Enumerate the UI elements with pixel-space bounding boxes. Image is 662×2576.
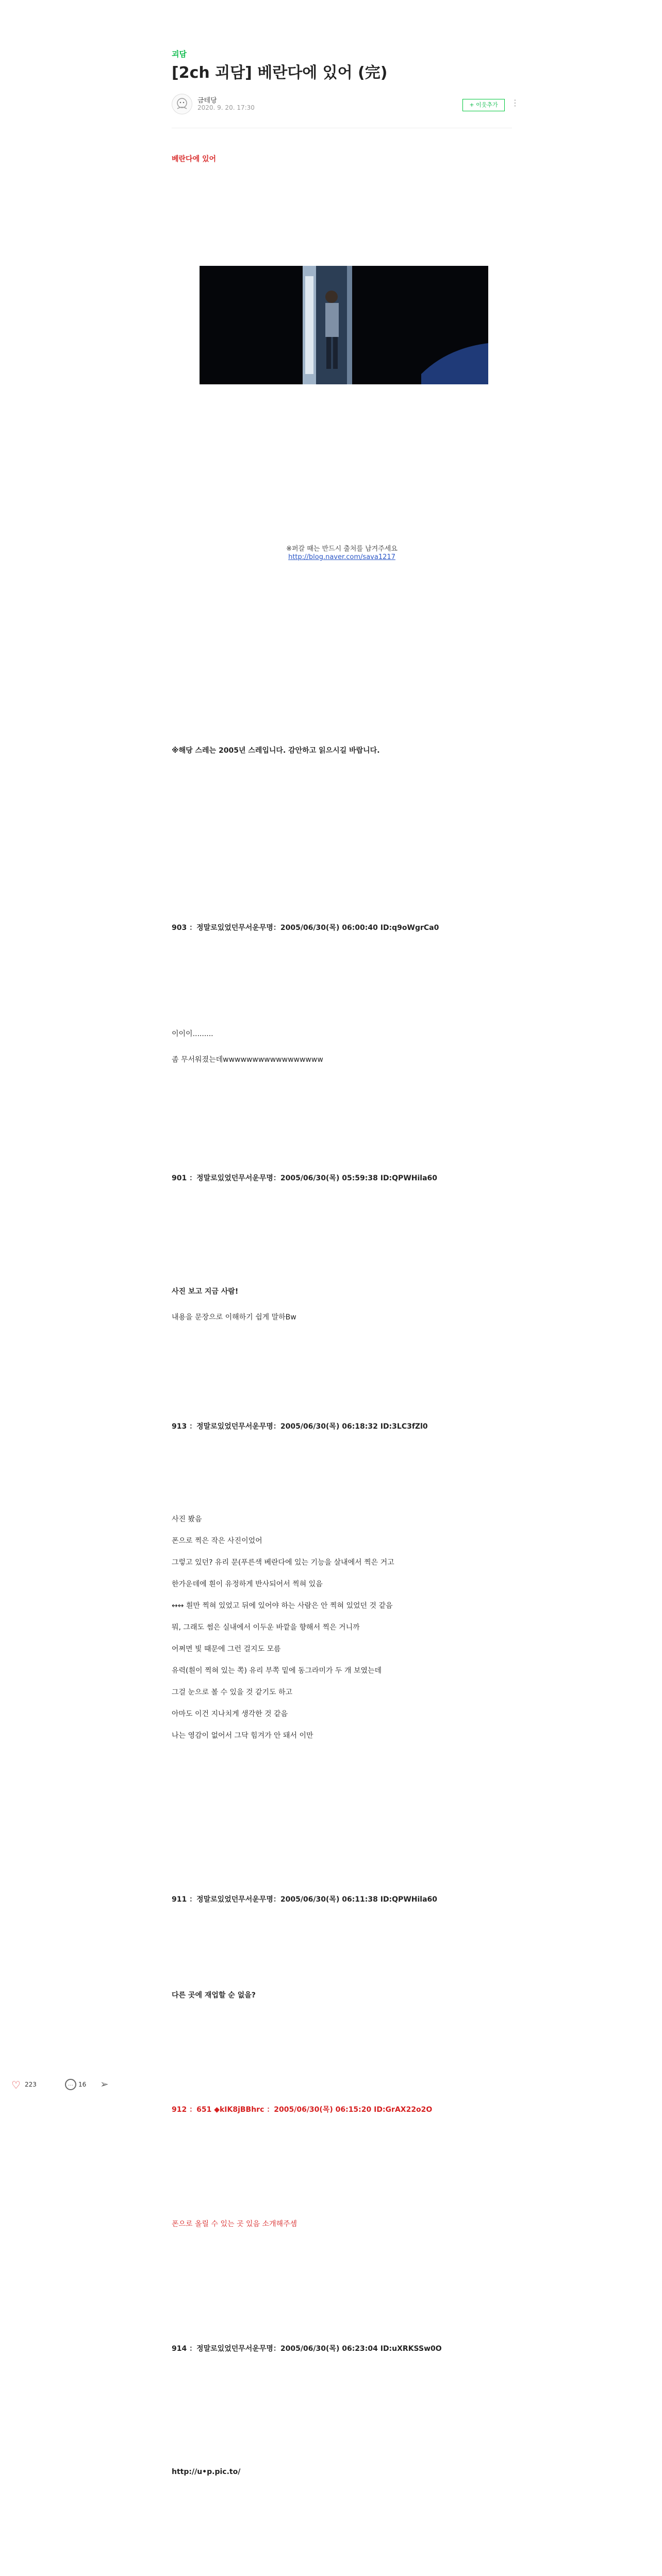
post-line: 폰으로 올릴 수 있는 곳 있음 소개해주셈 [172,2220,297,2228]
post-line: 폰으로 찍은 작은 사진이었어 [172,1537,262,1545]
balcony-photo [200,266,488,384]
like-count: 223 [25,2081,37,2088]
caption-link-wrap [172,553,512,561]
post-line: 어쩌면 빛 때문에 그런 걸지도 모름 [172,1645,281,1653]
avatar[interactable] [172,94,192,114]
post-line: 유력(흰이 찍혀 있는 쪽) 유리 부쪽 밑에 동그라미가 두 개 보였는데 [172,1667,382,1675]
post-header: 901 ：정말로있었던무서운무명：2005/06/30(목) 05:59:38 ID:QPWHila60 [172,1174,438,1182]
post-header: 911 ：정말로있었던무서운무명：2005/06/30(목) 06:11:38 ID:QPWHila60 [172,1895,438,1904]
author-row [172,93,519,115]
post-line: 그걸 눈으로 볼 수 있을 것 같기도 하고 [172,1688,293,1697]
share-icon[interactable]: ➢ [100,2078,109,2090]
post-line: 나는 영감이 없어서 그닥 힘겨가 안 돼서 이만 [172,1732,313,1740]
intro-title: 베란다에 있어 [172,155,217,163]
post-header: 912 ：651 ◆kIK8jBBhrc ：2005/06/30(목) 06:15:20 ID:GrAX22o2O [172,2106,433,2114]
caption-note: ※퍼갈 때는 반드시 출처를 남겨주세요 [286,545,398,553]
post-line: 좀 무서워졌는데wwwwwwwwwwwwwwwww [172,1056,323,1064]
follow-button[interactable]: + 이웃추가 [462,99,505,111]
post-line: 사진 봤음 [172,1515,202,1523]
more-vertical-icon[interactable]: ⋮ [511,98,519,108]
post-line: 이이이......... [172,1030,213,1038]
reaction-bar [11,2079,145,2091]
post-line: http://u•p.pic.to/ [172,2468,241,2476]
notice-text: ※해당 스레는 2005년 스레입니다. 감안하고 읽으시길 바랍니다. [172,747,380,755]
post-line: 아마도 이건 지나치게 생각한 것 같음 [172,1710,288,1718]
avatar-ghost-icon [172,94,192,114]
author-name[interactable]: 금테당 [197,97,217,105]
story-photo [200,266,488,384]
post-line: 뭐, 그래도 썸은 실내에서 이두운 바깥을 향해서 찍은 거니까 [172,1623,360,1632]
comment-count: 16 [78,2081,87,2088]
comment-icon[interactable]: … [65,2079,76,2090]
post-line: 그렇고 있던? 유리 문(푸른색 베란다에 있는 기능을 살내에서 찍은 거고 [172,1558,394,1567]
heart-icon[interactable]: ♡ [11,2079,21,2091]
post-header: 913 ：정말로있었던무서운무명：2005/06/30(목) 06:18:32 ID:3LC3fZl0 [172,1422,428,1431]
post-line: 내용을 문장으로 이해하기 쉽게 말하Bw [172,1313,296,1321]
post-header: 903 ：정말로있었던무서운무명：2005/06/30(목) 06:00:40 ID:q9oWgrCa0 [172,924,439,932]
post-line: ↔↔ 흰만 찍혀 있었고 뒤에 있어야 하는 사람은 안 찍혀 있었던 것 같음 [172,1602,393,1610]
category-label[interactable]: 괴담 [172,49,187,59]
post-title: [2ch 괴담] 베란다에 있어 (完) [172,64,388,82]
blog-link[interactable]: http://blog.naver.com/sava1217 [288,553,395,561]
post-line: 사진 보고 지금 사람! [172,1287,239,1296]
post-date: 2020. 9. 20. 17:30 [197,104,255,111]
post-header: 914 ：정말로있었던무서운무명：2005/06/30(목) 06:23:04 ID:uXRKSSw0O [172,2345,442,2353]
post-line: 다른 곳에 재업할 순 없을? [172,1991,256,1999]
post-line: 한가운데에 흰이 유정하게 반사되어서 찍혀 있음 [172,1580,323,1588]
